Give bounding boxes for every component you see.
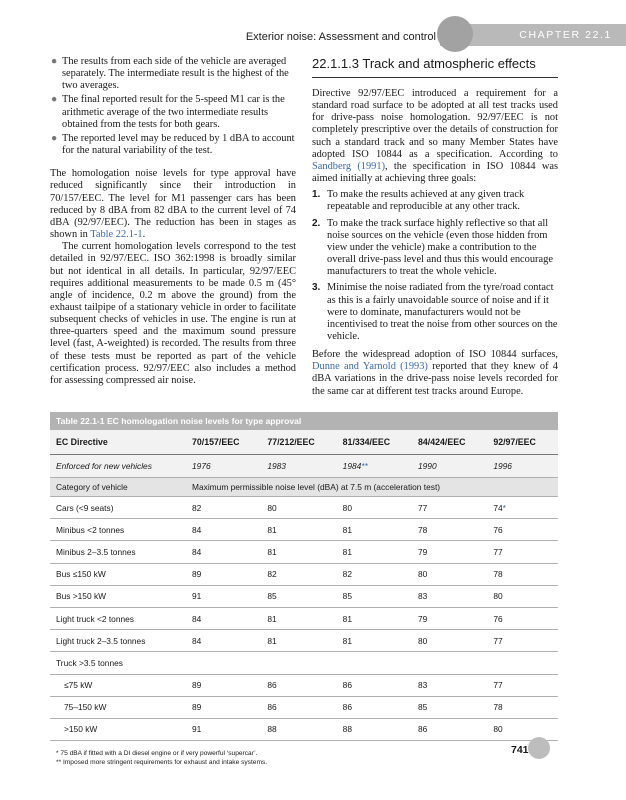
table-footnotes xyxy=(50,749,558,767)
goals-list xyxy=(312,189,558,343)
table-row: >150 kW 91 88 88 86 80 xyxy=(50,718,558,740)
chapter-tab: CHAPTER 22.1 xyxy=(440,24,626,46)
dunne-yarnold-citation-link[interactable]: Dunne and Yarnold (1993) xyxy=(312,361,428,373)
homologation-paragraph: The homologation noise levels for type approval have reduced significantly since their introduction in 70/157/EEC. The level for M1 passenger cars has been reduced by 8 dBA from 82 dBA to the current level of 74 dBA (92/97/EEC). The reduction has been in stages as shown in Table 22.1-1. xyxy=(50,168,296,241)
track-variation-paragraph: Before the widespread adoption of ISO 10844 surfaces, Dunne and Yarnold (1993) reported that they knew of 4 dBA variations in the drive-pass noise levels recorded for the same car at different test tracks around Europe. xyxy=(312,349,558,397)
chapter-tab-decoration xyxy=(437,16,473,52)
sandberg-citation-link[interactable]: Sandberg (1991) xyxy=(312,160,386,172)
table-row: ≤75 kW 89 86 86 83 77 xyxy=(50,674,558,696)
footnote-marker: ** xyxy=(361,461,368,471)
list-item: 2. To make the track surface highly reflective so that all noise sources on the vehicle (even those hidden from view under the vehicle) make a contribution to the overall drive-pass level and thus this would encourage manufacturers to treat the whole vehicle. xyxy=(312,217,553,278)
table-row: Bus ≤150 kW 89 82 82 80 78 xyxy=(50,563,558,585)
truck-group-row: Truck >3.5 tonnes xyxy=(50,652,558,674)
procedure-bullet-list xyxy=(50,56,296,157)
page-number-decoration xyxy=(528,737,550,759)
table-row: Minibus 2–3.5 tonnes 84 81 81 79 77 xyxy=(50,541,558,563)
track-paragraph: Directive 92/97/EEC introduced a requirement for a standard road surface to be adopted at all test tracks used for drive-pass noise homologation. 92/97/EEC is not completely prescriptive over the details of construction for such a standard track and so many Member States have adopted ISO 10844 as a specification. According to Sandberg (1991), the specification in ISO 10844 was aimed initially at achieving three goals: xyxy=(312,88,558,185)
right-column xyxy=(312,56,558,398)
footnote: * 75 dBA if fitted with a DI diesel engine or if very powerful ‘supercar’. xyxy=(56,750,258,758)
list-item: 3. Minimise the noise radiated from the tyre/road contact as this is a fairly unavoidable source of noise and if it were to dominate, manufacturers would not be incentivised to treat the noise from other sources on the vehicle. xyxy=(312,282,558,342)
table-reference-link[interactable]: Table 22.1-1 xyxy=(90,229,143,241)
list-item: ● The final reported result for the 5-speed M1 car is the arithmetic average of the two intermediate results obtained from the tests for both gears. xyxy=(51,94,285,130)
current-levels-paragraph: The current homologation levels correspond to the test detailed in 92/97/EEC. ISO 362:1998 is broadly similar but not identical in all details. In particular, 92/97/EEC requires additional measurements to be made 0.5 m (45° angle of incidence, 0.2 m above the ground) from the exhaust tailpipe of a stationary vehicle in order to facilitate subsequent checks of vehicles in use. The engine is run at three-quarters speed and the maximum sound pressure level (fast, A-weighted) is recorded. The results from three of these tests must be reported as part of the vehicle certification process. 92/97/EEC also includes a method for assessing compressed air noise. xyxy=(50,241,296,386)
running-title: Exterior noise: Assessment and control xyxy=(245,31,436,43)
left-column xyxy=(50,56,296,387)
bullet-icon: ● xyxy=(51,132,58,144)
footnote: ** Imposed more stringent requirements for exhaust and intake systems. xyxy=(56,759,268,767)
section-heading: 22.1.1.3 Track and atmospheric effects xyxy=(312,56,558,78)
table-row: Bus >150 kW 91 85 85 83 80 xyxy=(50,585,558,607)
table-row: 75–150 kW 89 86 86 85 78 xyxy=(50,696,558,718)
page-number: 741 xyxy=(511,744,529,756)
enforced-row: Enforced for new vehicles 1976 1983 1984** 1990 1996 xyxy=(50,455,558,478)
table-row: Light truck 2–3.5 tonnes 84 81 81 80 77 xyxy=(50,630,558,652)
table-row: Cars (<9 seats) 82 80 80 77 74* xyxy=(50,497,558,519)
bullet-icon: ● xyxy=(51,94,58,106)
table-caption: Table 22.1-1 EC homologation noise levels for type approval xyxy=(50,412,558,430)
bullet-icon: ● xyxy=(51,56,58,67)
table-row: Minibus <2 tonnes 84 81 81 78 76 xyxy=(50,519,558,541)
list-item: 1. To make the results achieved at any given track repeatable and reproducible at any other track. xyxy=(312,189,525,213)
category-row: Category of vehicle Maximum permissible noise level (dBA) at 7.5 m (acceleration test) xyxy=(50,478,558,497)
noise-levels-table xyxy=(50,412,558,767)
list-item: ● The results from each side of the vehicle are averaged separately. The intermediate result is the highest of the two averages. xyxy=(51,56,289,92)
table-row: Light truck <2 tonnes 84 81 81 79 76 xyxy=(50,607,558,629)
footnote-marker: * xyxy=(502,502,506,513)
table-header-row: EC Directive 70/157/EEC 77/212/EEC 81/334/EEC 84/424/EEC 92/97/EEC xyxy=(50,430,558,455)
list-item: ● The reported level may be reduced by 1 dBA to account for the natural variability of the test. xyxy=(51,132,295,157)
